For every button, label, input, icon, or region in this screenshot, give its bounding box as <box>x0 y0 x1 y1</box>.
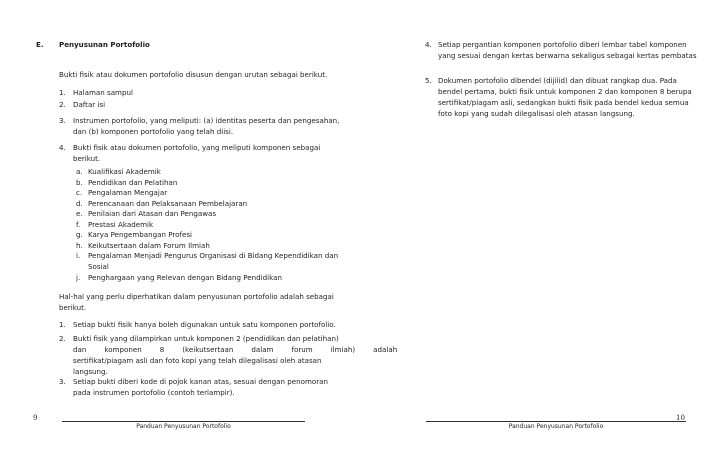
list-item-cont: berikut. <box>73 154 101 163</box>
list-item-cont: sertifikat/piagam asli, sedangkan bukti fisik pada bendel kedua semua <box>438 98 689 107</box>
subitem-letter: i. <box>76 251 81 260</box>
subitem-text: Kualifikasi Akademik <box>88 167 161 176</box>
note-number: 3. <box>59 377 66 386</box>
subitem-letter: g. <box>76 230 83 239</box>
right-page <box>364 0 728 476</box>
footer-title: Panduan Penyusunan Portofolio <box>508 423 604 430</box>
page-number: 9 <box>33 414 38 422</box>
subitem-letter: f. <box>76 219 81 229</box>
intro-text: Bukti fisik atau dokumen portofolio disusun dengan urutan sebagai berikut. <box>59 70 328 79</box>
subitem-letter: j. <box>76 273 81 282</box>
note-number: 1. <box>59 320 66 329</box>
subitem-text: Penilaian dari Atasan dan Pengawas <box>88 209 217 218</box>
note-item-cont: dan komponen 8 (keikutsertaan dalam forum ilmiah) adalah <box>73 345 398 354</box>
section-title: Penyusunan Portofolio <box>59 40 150 49</box>
list-item: Bukti fisik atau dokumen portofolio, yang meliputi komponen sebagai <box>73 143 321 152</box>
subitem-text: Pengalaman Mengajar <box>88 188 168 197</box>
subitem-letter: h. <box>76 240 83 250</box>
subitem-text: Penghargaan yang Relevan dengan Bidang Pendidikan <box>88 273 282 282</box>
footer-rule <box>426 421 686 422</box>
list-number: 4. <box>425 40 432 49</box>
subitem-text: Pengalaman Menjadi Pengurus Organisasi di Bidang Kependidikan dan <box>88 251 339 260</box>
note-item-cont: pada instrumen portofolio (contoh terlampir). <box>73 388 235 397</box>
note-paragraph: Hal-hal yang perlu diperhatikan dalam penyusunan portofolio adalah sebagai <box>59 292 334 301</box>
list-number: 4. <box>59 143 66 152</box>
footer-title: Panduan Penyusunan Portofolio <box>136 423 231 430</box>
note-number: 2. <box>59 334 66 343</box>
list-item-cont: foto kopi yang sudah dilegalisasi oleh atasan langsung. <box>438 109 635 118</box>
list-item: Daftar isi <box>73 100 106 109</box>
list-item-cont: bendel pertama, bukti fisik untuk komponen 2 dan komponen 8 berupa <box>438 87 692 96</box>
note-item-cont: langsung. <box>73 367 108 376</box>
subitem-text: Karya Pengembangan Profesi <box>88 230 192 239</box>
subitem-text: Keikutsertaan dalam Forum Ilmiah <box>88 240 210 250</box>
list-number: 2. <box>59 100 66 109</box>
list-number: 3. <box>59 116 66 125</box>
footer-rule <box>62 421 305 422</box>
section-letter: E. <box>36 40 44 49</box>
note-item: Setiap bukti fisik hanya boleh digunakan untuk satu komponen portofolio. <box>73 320 336 329</box>
note-paragraph-cont: berikut. <box>59 303 87 312</box>
list-number: 5. <box>425 76 432 85</box>
note-item: Bukti fisik yang dilampirkan untuk komponen 2 (pendidikan dan pelatihan) <box>73 334 339 343</box>
subitem-text-cont: Sosial <box>88 262 109 271</box>
list-item: Dokumen portofolio dibendel (dijilid) dan dibuat rangkap dua. Pada <box>438 76 677 85</box>
list-number: 1. <box>59 88 66 97</box>
subitem-letter: d. <box>76 198 83 208</box>
subitem-letter: b. <box>76 177 83 187</box>
list-item: Halaman sampul <box>73 88 133 97</box>
page-number: 10 <box>676 414 685 422</box>
list-item: Instrumen portofolio, yang meliputi: (a) identitas peserta dan pengesahan, <box>73 116 340 125</box>
subitem-letter: c. <box>76 188 83 197</box>
subitem-text: Prestasi Akademik <box>88 219 154 229</box>
subitem-letter: e. <box>76 209 83 218</box>
list-item: Setiap pergantian komponen portofolio diberi lembar tabel komponen <box>438 40 687 49</box>
note-item-cont: sertifikat/piagam asli dan foto kopi yang telah dilegalisasi oleh atasan <box>73 356 322 365</box>
list-item-cont: dan (b) komponen portofolio yang telah diisi. <box>73 127 234 136</box>
subitem-text: Pendidikan dan Pelatihan <box>88 177 178 187</box>
subitem-text: Perencanaan dan Pelaksanaan Pembelajaran <box>88 198 248 208</box>
subitem-letter: a. <box>76 167 83 176</box>
note-item: Setiap bukti diberi kode di pojok kanan atas, sesuai dengan penomoran <box>73 377 328 386</box>
list-item-cont: yang sesuai dengan kertas berwarna sekaligus sebagai kertas pembatas <box>438 51 697 60</box>
